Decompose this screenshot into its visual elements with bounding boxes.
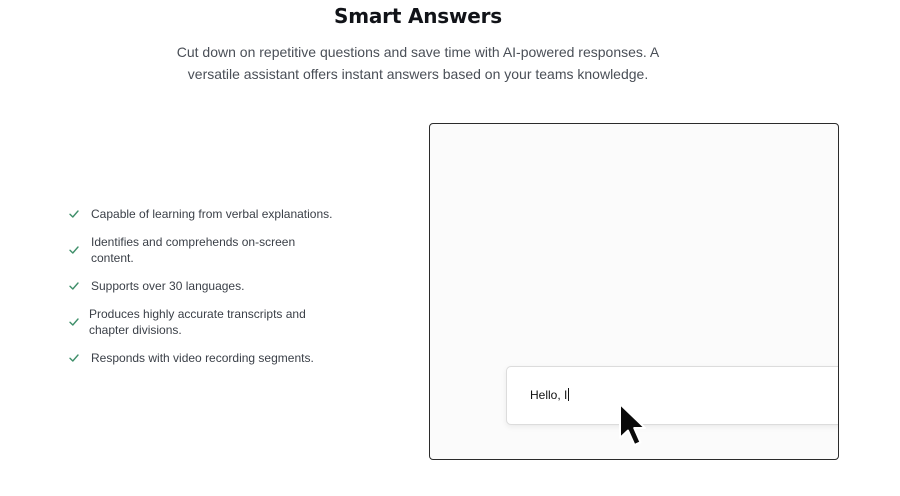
section-title: Smart Answers [334, 4, 502, 28]
mouse-pointer-icon [617, 402, 651, 454]
chat-input-value[interactable]: Hello, I [530, 388, 568, 402]
section-subtitle [168, 41, 668, 85]
text-caret [568, 388, 569, 401]
feature-label [91, 206, 332, 222]
feature-text: content. [91, 251, 134, 265]
feature-list [67, 200, 357, 372]
feature-text: Capable of learning from verbal explanations. [91, 207, 333, 221]
check-icon [68, 208, 80, 220]
feature-text: Identifies and comprehends on-screen [91, 235, 296, 249]
feature-item [67, 300, 357, 344]
chat-input[interactable] [506, 366, 839, 425]
feature-text: chapter divisions. [89, 323, 182, 337]
subtitle-line: Cut down on repetitive questions and save time with AI-powered responses. A [176, 44, 660, 60]
feature-label [91, 278, 244, 294]
feature-item [67, 272, 357, 300]
feature-item [67, 200, 357, 228]
feature-text: Produces highly accurate transcripts and [89, 307, 306, 321]
check-icon [68, 280, 80, 292]
feature-label [89, 306, 306, 338]
check-icon [68, 316, 80, 328]
feature-text: Responds with video recording segments. [91, 351, 314, 365]
feature-text: Supports over 30 languages. [91, 279, 245, 293]
feature-item [67, 344, 357, 372]
feature-item [67, 228, 357, 272]
feature-label [91, 234, 295, 266]
check-icon [68, 352, 80, 364]
feature-label [91, 350, 314, 366]
subtitle-line: versatile assistant offers instant answers based on your teams knowledge. [187, 66, 649, 82]
check-icon [68, 244, 80, 256]
